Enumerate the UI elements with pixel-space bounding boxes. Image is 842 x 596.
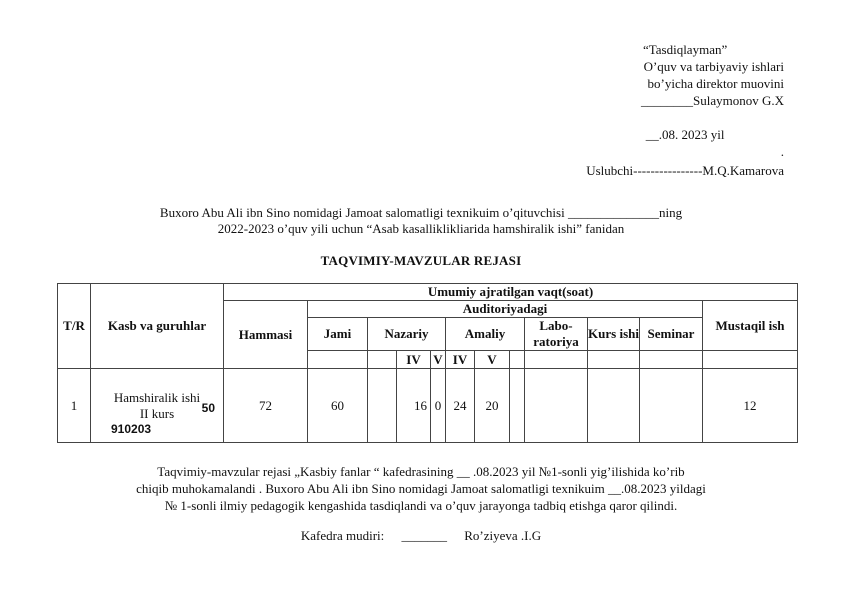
- header-v-1: V: [431, 351, 446, 369]
- header-total-time: Umumiy ajratilgan vaqt(soat): [224, 284, 798, 301]
- approval-line-2: bo’yicha direktor muovini: [647, 76, 784, 91]
- approval-dot: .: [780, 144, 784, 159]
- row-amaliy-v: 20: [475, 369, 510, 443]
- header-v-2: V: [475, 351, 510, 369]
- intro-line-1: Buxoro Abu Ali ibn Sino nomidagi Jamoat salomatligi texnikuim o’qituvchisi ______________ning: [159, 205, 683, 220]
- row-group: [91, 369, 224, 443]
- department-head-blank: _______: [401, 528, 447, 543]
- row-laboratoriya: [525, 369, 588, 443]
- note-line-1: Taqvimiy-mavzular rejasi „Kasbiy fanlar “ kafedrasining __ .08.2023 yil №1-sonli yig’ilishida ko’rib: [157, 464, 685, 479]
- document-title: TAQVIMIY-MAVZULAR REJASI: [320, 253, 522, 268]
- header-tr: T/R: [58, 284, 91, 369]
- note-line-3: № 1-sonli ilmiy pedagogik kengashida tasdiqlandi va o’quv jarayonga tadbiq etishga qaror qilindi.: [164, 498, 678, 513]
- header-iv-1: IV: [397, 351, 431, 369]
- department-head: [0, 528, 842, 544]
- header-auditorium: Auditoriyadagi: [308, 301, 703, 318]
- header-total: Hammasi: [224, 301, 308, 369]
- plan-table: [57, 283, 798, 443]
- header-jami: Jami: [308, 318, 368, 351]
- methodist-signature: Uslubchi----------------M.Q.Kamarova: [586, 163, 784, 178]
- row-nazariy-iv: 16: [397, 369, 431, 443]
- department-head-label: Kafedra mudiri:: [300, 528, 385, 543]
- header-seminar: Seminar: [640, 318, 703, 351]
- group-code-1: 50: [201, 401, 215, 415]
- group-course: II kurs: [139, 405, 175, 421]
- group-code-2: 910203: [111, 422, 152, 436]
- department-head-name: Ro’ziyeva .I.G: [464, 528, 542, 543]
- row-total: 72: [224, 369, 308, 443]
- header-nazariy: Nazariy: [368, 318, 446, 351]
- approval-title: “Tasdiqlayman”: [642, 42, 728, 57]
- header-self-study: Mustaqil ish: [703, 301, 798, 351]
- intro-line-2: 2022-2023 o’quv yili uchun “Asab kasalliklikliarida hamshiralik ishi” fanidan: [217, 221, 625, 236]
- header-kurs: Kurs ishi: [588, 318, 640, 351]
- row-nazariy-v: 0: [431, 369, 446, 443]
- approval-block: [586, 41, 784, 179]
- row-kurs: [588, 369, 640, 443]
- row-self-study: 12: [703, 369, 798, 443]
- approval-note: [0, 463, 842, 514]
- header-laboratoriya: Labo-ratoriya: [525, 318, 588, 351]
- row-number: 1: [58, 369, 91, 443]
- header-iv-2: IV: [446, 351, 475, 369]
- approval-line-1: O’quv va tarbiyaviy ishlari: [643, 59, 784, 74]
- row-amaliy-iv: 24: [446, 369, 475, 443]
- header-amaliy: Amaliy: [446, 318, 525, 351]
- approval-signature: ________Sulaymonov G.X: [641, 93, 784, 108]
- row-seminar: [640, 369, 703, 443]
- row-jami: 60: [308, 369, 368, 443]
- table-row: [58, 369, 798, 443]
- group-name: Hamshiralik ishi: [113, 389, 201, 405]
- approval-date: __.08. 2023 yil: [645, 127, 725, 142]
- note-line-2: chiqib muhokamalandi . Buxoro Abu Ali ibn Sino nomidagi Jamoat salomatligi texnikuim __.08.2023 yildagi: [136, 481, 706, 496]
- header-group: Kasb va guruhlar: [91, 284, 224, 369]
